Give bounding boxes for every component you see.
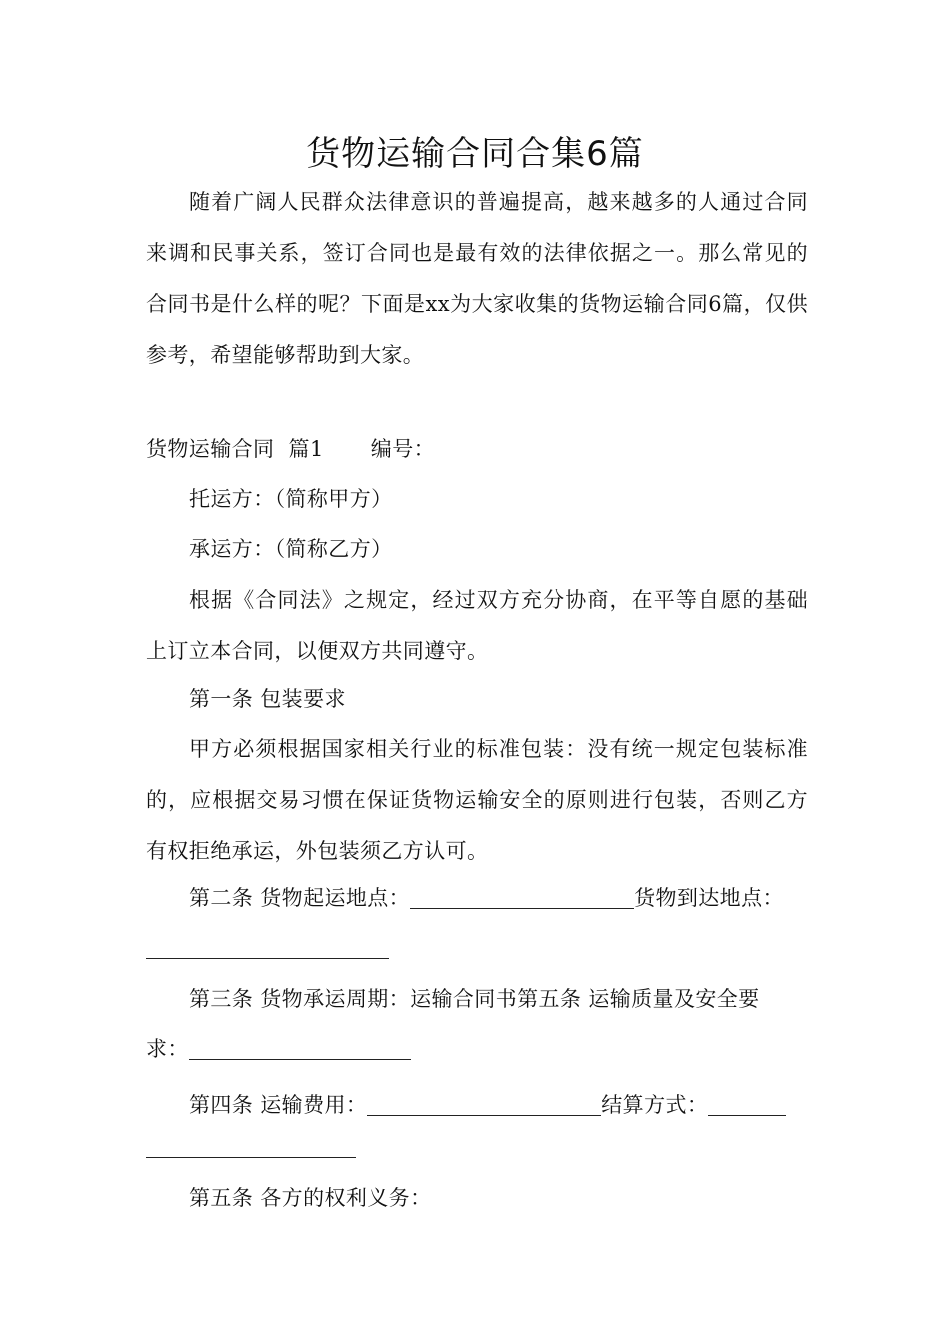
article2-origin-blank	[410, 888, 634, 909]
article4-settlement-blank-continued	[146, 1157, 356, 1158]
article1-title: 第一条 包装要求	[189, 687, 346, 711]
article4-fee-blank	[367, 1095, 601, 1116]
article2-origin-label: 第二条 货物起运地点：	[189, 886, 411, 910]
article4-settlement-blank	[708, 1095, 786, 1116]
basis-paragraph: 根据《合同法》之规定，经过双方充分协商，在平等自愿的基础上订立本合同，以便双方共同遵守。	[146, 588, 808, 663]
article4-line	[189, 1080, 786, 1131]
number-label: 编号：	[370, 437, 435, 461]
article5-line: 第五条 各方的权利义务：	[189, 1186, 432, 1210]
article3-blank	[189, 1039, 411, 1060]
article4-settlement-label: 结算方式：	[601, 1093, 709, 1117]
article1-body: 甲方必须根据国家相关行业的标准包装：没有统一规定包装标准的，应根据交易习惯在保证货物运输安全的原则进行包装，否则乙方有权拒绝承运，外包装须乙方认可。	[146, 737, 808, 863]
consignor-line: 托运方：（简称甲方）	[189, 487, 393, 511]
section-heading	[146, 424, 435, 475]
document-title: 货物运输合同合集6篇	[306, 134, 644, 174]
article2-destination-blank	[146, 958, 389, 959]
section-heading-text: 货物运输合同 篇1	[146, 437, 324, 461]
article4-fee-label: 第四条 运输费用：	[189, 1093, 368, 1117]
article2-destination-label: 货物到达地点：	[634, 886, 784, 910]
intro-paragraph: 随着广阔人民群众法律意识的普遍提高，越来越多的人通过合同来调和民事关系，签订合同也是最有效的法律依据之一。那么常见的合同书是什么样的呢？下面是xx为大家收集的货物运输合同6篇，仅供参考，希望能够帮助到大家。	[146, 190, 808, 367]
article2-line	[189, 873, 784, 924]
article3-continued	[146, 1024, 411, 1075]
carrier-line: 承运方：（简称乙方）	[189, 537, 393, 561]
article3-continued-label: 求：	[146, 1037, 189, 1061]
article3-line: 第三条 货物承运周期：运输合同书第五条 运输质量及安全要	[189, 987, 760, 1011]
